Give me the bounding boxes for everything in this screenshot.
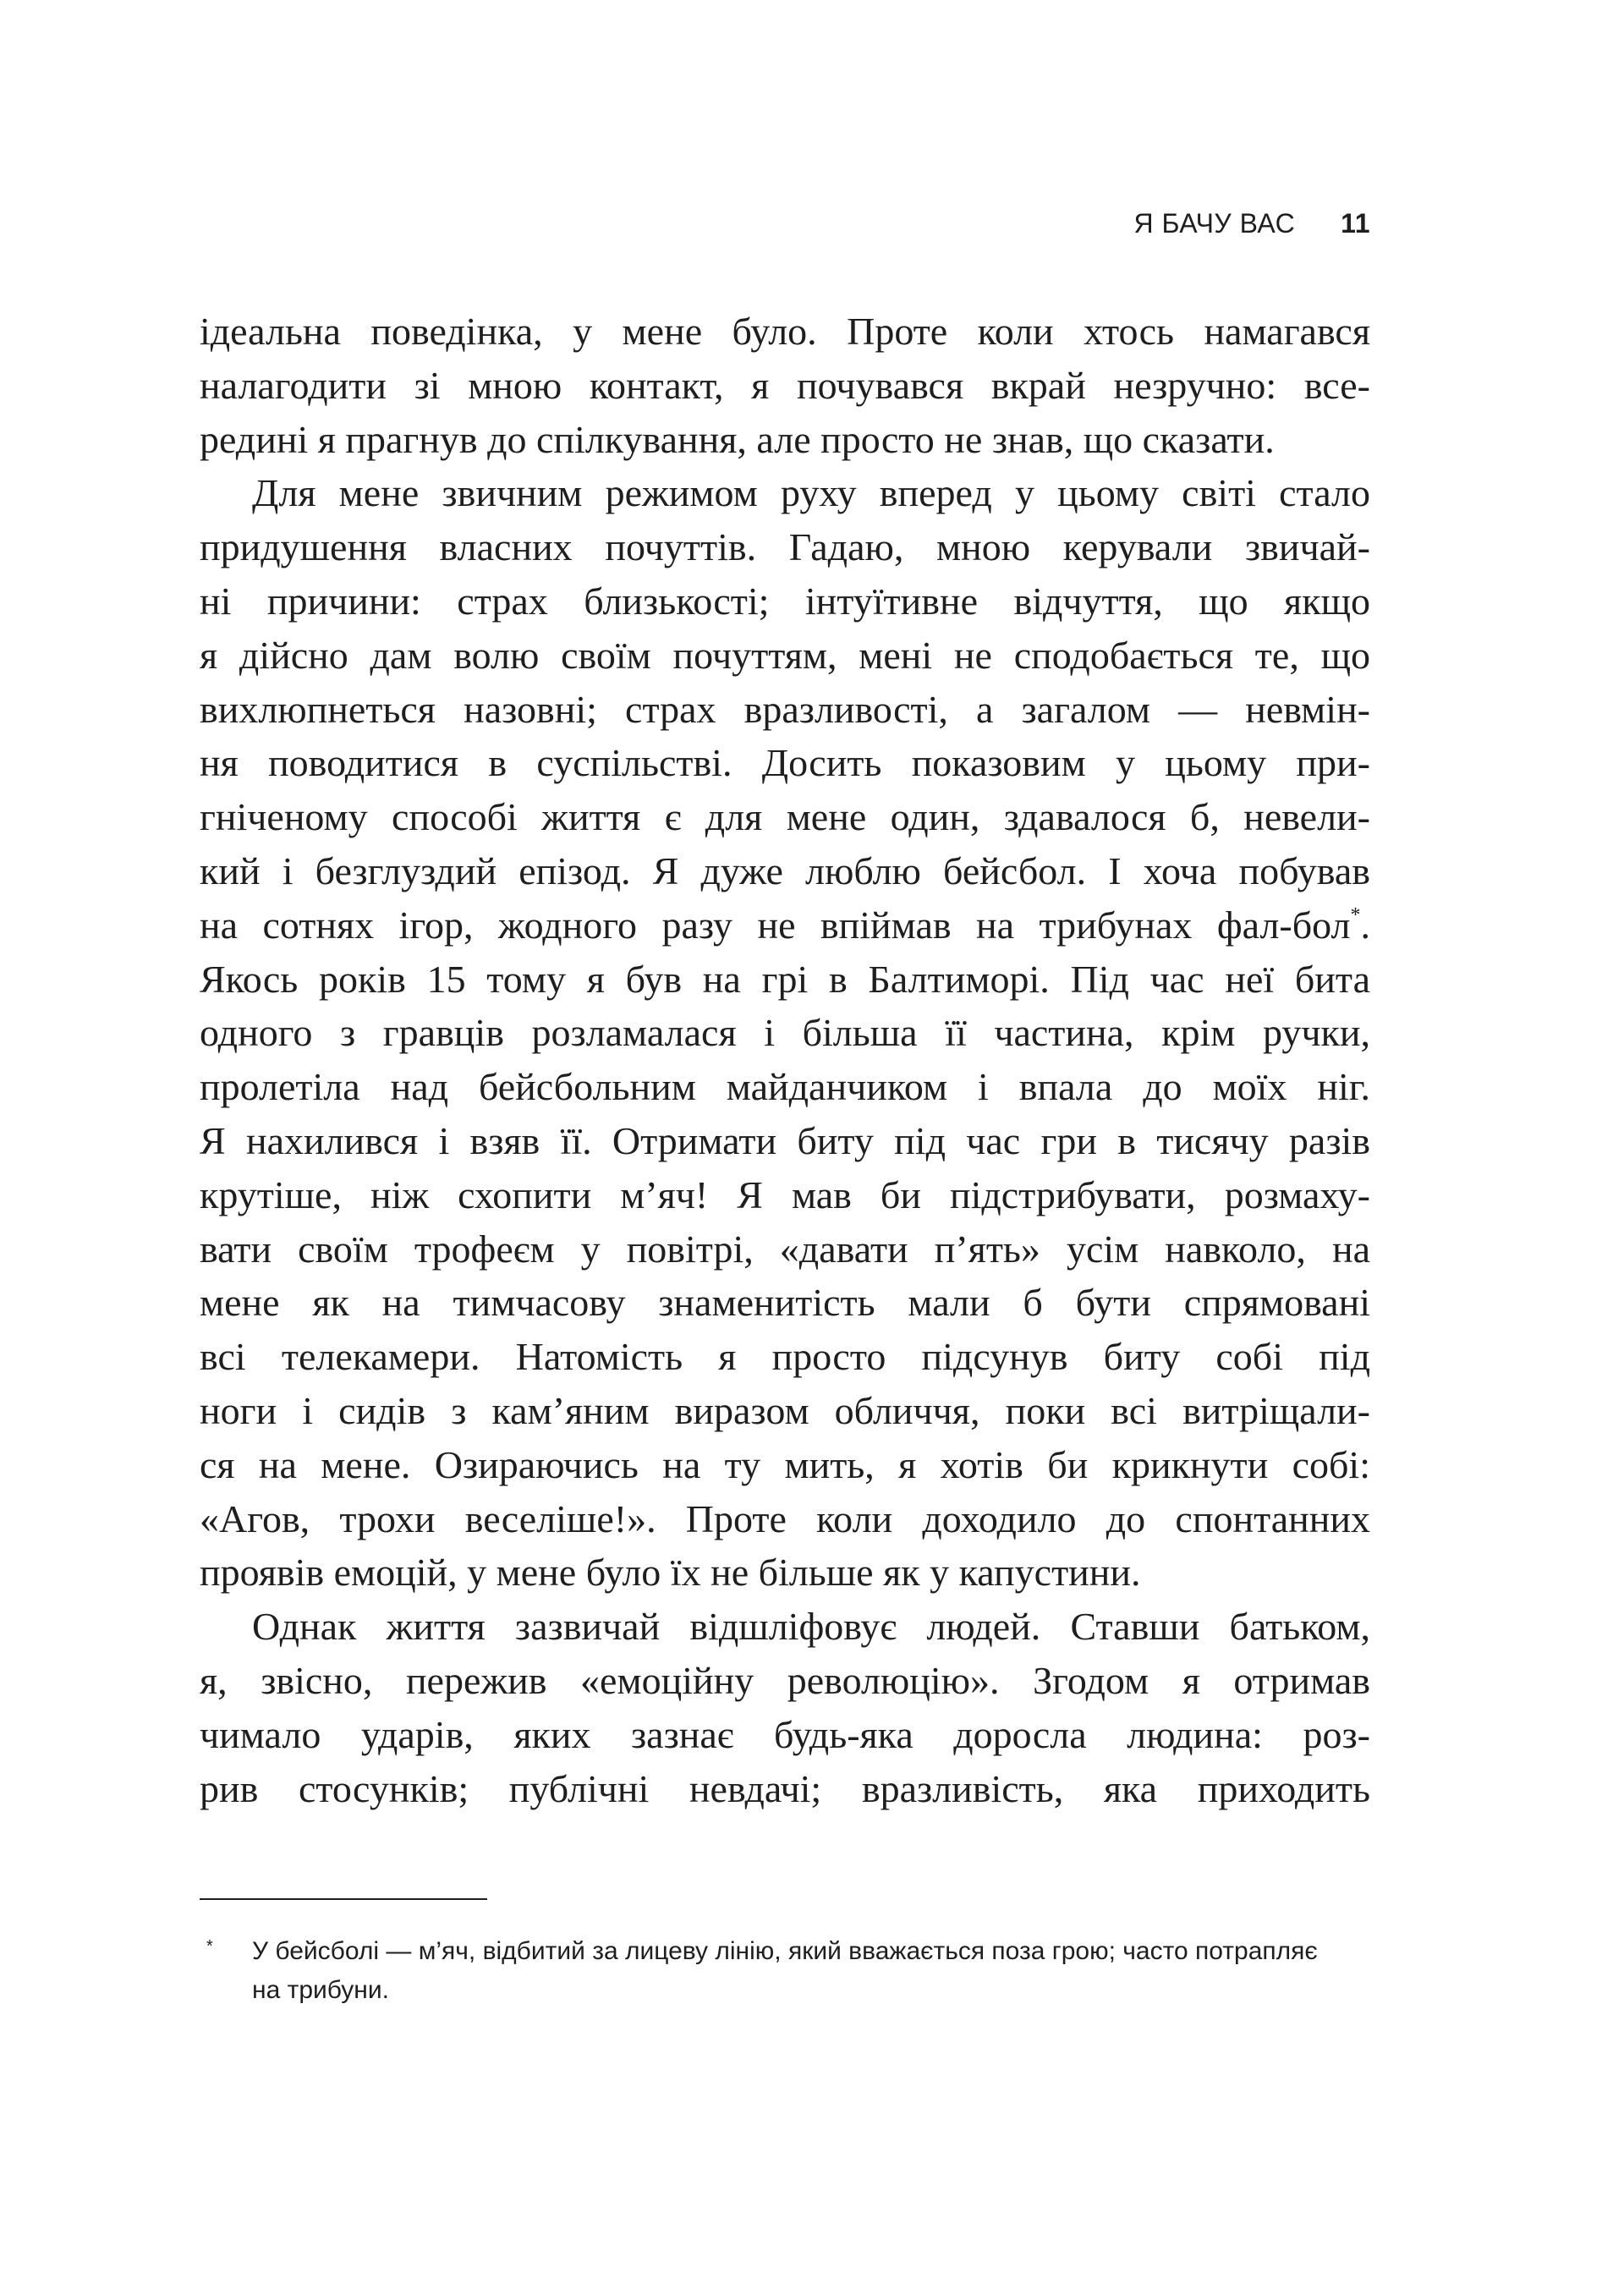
paragraph-1	[200, 305, 1370, 466]
text-line: ся на мене. Озираючись на ту мить, я хотів би крикнути собі:	[200, 1442, 1370, 1486]
text-line: проявів емоцій, у мене було їх не більше як у капустини.	[200, 1551, 1141, 1595]
text-line: одного з гравців розламалася і більша її частина, крім ручки,	[200, 1011, 1370, 1055]
footnote-marker: *	[206, 1937, 213, 1956]
footnote-divider	[200, 1898, 487, 1900]
text-line: Однак життя зазвичай відшліфовує людей. Ставши батьком,	[252, 1605, 1370, 1649]
text-line: Якось років 15 тому я був на грі в Балтиморі. Під час неї бита	[200, 957, 1370, 1001]
footnote-line: на трибуни.	[252, 1976, 389, 2004]
text-line: ноги і сидів з кам’яним виразом обличчя, поки всі витріщали-	[200, 1388, 1370, 1432]
page-number: 11	[1341, 208, 1370, 239]
text-line: редині я прагнув до спілкування, але просто не знав, що сказати.	[200, 417, 1275, 461]
footnote-line: У бейсболі — м’яч, відбитий за лицеву лінію, який вважається поза грою; часто потрапляє	[252, 1937, 1318, 1965]
text-line: пролетіла над бейсбольним майданчиком і впала до моїх ніг.	[200, 1065, 1370, 1109]
paragraph-3	[200, 1600, 1370, 1815]
text-line: вихлюпнеться назовні; страх вразливості, а загалом — невмін-	[200, 687, 1370, 731]
text-line: Я нахилився і взяв її. Отримати биту під час гри в тисячу разів	[200, 1118, 1370, 1162]
text-line: я, звісно, пережив «емоційну революцію». Згодом я отримав	[200, 1658, 1370, 1702]
text-line: гніченому способі життя є для мене один, здавалося б, невели-	[200, 795, 1370, 839]
text-line: налагодити зі мною контакт, я почувався вкрай незручно: все-	[200, 363, 1370, 407]
text-line: рив стосунків; публічні невдачі; вразливість, яка приходить	[200, 1766, 1370, 1810]
body-text	[200, 305, 1370, 1815]
text-line-punctuation: .	[1360, 903, 1370, 947]
footnote	[200, 1932, 1370, 2010]
text-line-with-footnote	[200, 898, 1370, 953]
text-line: ня поводитися в суспільстві. Досить показовим у цьому при-	[200, 741, 1370, 785]
text-line: я дійсно дам волю своїм почуттям, мені не сподобається те, що	[200, 633, 1370, 677]
running-head	[1133, 206, 1370, 240]
text-line-fragment: на сотнях ігор, жодного разу не впіймав на трибунах фал-бол	[200, 903, 1351, 947]
text-line: всі телекамери. Натомість я просто підсунув биту собі під	[200, 1335, 1370, 1379]
text-line: Для мене звичним режимом руху вперед у цьому світі стало	[252, 471, 1370, 515]
text-line: «Агов, трохи веселіше!». Проте коли доходило до спонтанних	[200, 1496, 1370, 1540]
text-line: ідеальна поведінка, у мене було. Проте коли хтось намагався	[200, 310, 1370, 353]
text-line: чимало ударів, яких зазнає будь-яка доросла людина: роз-	[200, 1712, 1370, 1756]
text-line: вати своїм трофеєм у повітрі, «давати п’ять» усім навколо, на	[200, 1227, 1370, 1271]
text-line: кий і безглуздий епізод. Я дуже люблю бейсбол. І хоча побував	[200, 848, 1370, 892]
text-line: ні причини: страх близькості; інтуїтивне відчуття, що якщо	[200, 579, 1370, 623]
text-line: крутіше, ніж схопити м’яч! Я мав би підстрибувати, розмаху-	[200, 1172, 1370, 1216]
text-line: мене як на тимчасову знаменитість мали б бути спрямовані	[200, 1281, 1370, 1325]
text-line: придушення власних почуттів. Гадаю, мною керували звичай-	[200, 525, 1370, 569]
paragraph-2	[200, 466, 1370, 1600]
running-head-title: Я БАЧУ ВАС	[1133, 208, 1296, 239]
footnote-ref-marker: *	[1350, 903, 1361, 926]
